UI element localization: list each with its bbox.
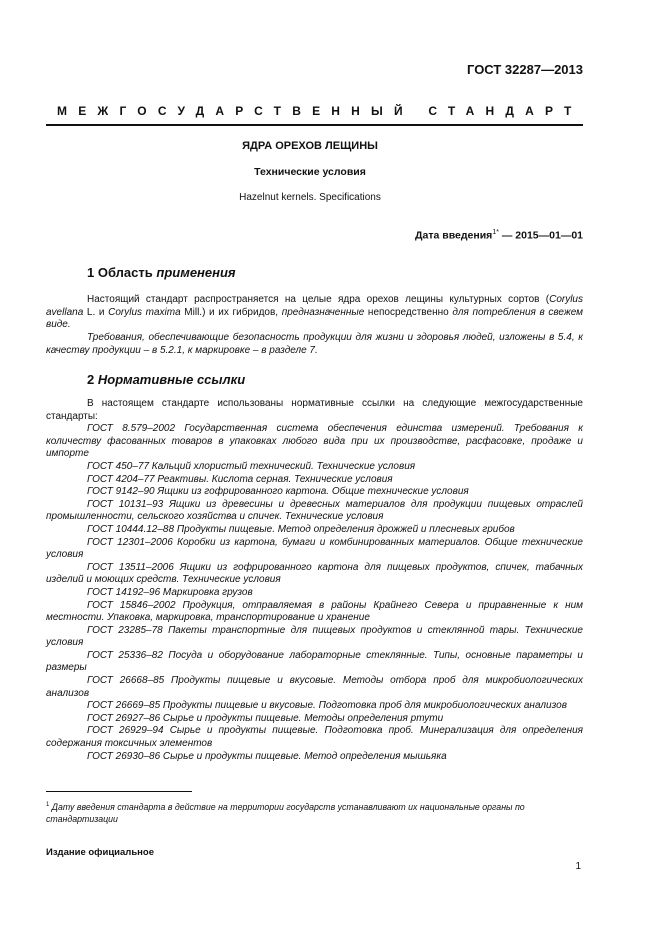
reference-item <box>46 423 583 461</box>
reference-text: ГОСТ 8.579–2002 Государственная система обеспечения единства измерений. Требования к количеству фасованных товаров в упаковках любого вида при их производстве, расфасовке, продаже и импорте <box>46 423 583 460</box>
reference-item <box>46 486 583 499</box>
footnote-mark: 1* <box>492 229 499 236</box>
reference-text: ГОСТ 450–77 Кальций хлористый технический. Технические условия <box>87 460 416 472</box>
section-2-heading <box>87 372 245 387</box>
reference-text: ГОСТ 13511–2006 Ящики из гофрированного картона для пищевых продуктов, спичек, табачных изделий и моющих средств. Технические условия <box>46 561 583 586</box>
reference-item <box>46 562 583 587</box>
reference-text: ГОСТ 10444.12–88 Продукты пищевые. Метод определения дрожжей и плесневых грибов <box>87 523 515 535</box>
reference-item <box>46 499 583 524</box>
p1-text-f: предназначенные <box>281 306 365 318</box>
reference-item <box>46 675 583 700</box>
section-2-title: Нормативные ссылки <box>97 372 246 387</box>
interstate-standard-heading: МЕЖГОСУДАРСТВЕННЫЙ СТАНДАРТ <box>57 104 583 118</box>
reference-item <box>46 461 583 474</box>
header-rule <box>46 124 583 126</box>
reference-text: ГОСТ 14192–96 Маркировка грузов <box>87 586 253 598</box>
section-1-paragraph-2 <box>46 332 583 357</box>
gost-number: ГОСТ 32287—2013 <box>467 62 583 77</box>
footnote-number: 1 <box>46 802 50 808</box>
introduction-date <box>415 229 583 242</box>
document-subtitle: Технические условия <box>254 166 366 178</box>
introduction-date-value: — 2015—01—01 <box>501 229 583 242</box>
section-1-heading <box>87 265 236 280</box>
references-intro-text: В настоящем стандарте использованы нормативные ссылки на следующие межгосударственные стандарты: <box>46 398 583 422</box>
reference-text: ГОСТ 12301–2006 Коробки из картона, бумаги и комбинированных материалов. Общие технические условия <box>46 536 583 561</box>
reference-item <box>46 625 583 650</box>
reference-item <box>46 751 583 764</box>
p1-text-g: непосредственно <box>364 306 453 318</box>
footnote <box>46 799 583 825</box>
reference-text: ГОСТ 26929–94 Сырье и продукты пищевые. Подготовка проб. Минерализация для определения содержания токсичных элементов <box>46 725 583 750</box>
reference-item <box>46 474 583 487</box>
p1-text-a: Настоящий стандарт распространяется на целые ядра орехов лещины культурных сортов ( <box>87 294 550 305</box>
section-1-title: применения <box>156 265 236 280</box>
footnote-rule <box>46 791 192 792</box>
p1-species-1: Corylus avellana <box>46 294 583 318</box>
reference-text: ГОСТ 26668–85 Продукты пищевые и вкусовые. Методы отбора проб для микробиологических анализов <box>46 675 583 699</box>
reference-item <box>46 700 583 713</box>
reference-text: ГОСТ 4204–77 Реактивы. Кислота серная. Технические условия <box>87 473 393 485</box>
section-1-paragraph-1 <box>46 294 583 332</box>
section-2-number: 2 <box>87 372 95 387</box>
reference-text: ГОСТ 26669–85 Продукты пищевые и вкусовые. Подготовка проб для микробиологических анализов <box>87 700 567 712</box>
footnote-text: Дату введения стандарта в действие на территории государств устанавливают их национальные органы по стандартизации <box>46 801 525 824</box>
reference-text: ГОСТ 25336–82 Посуда и оборудование лабораторные стеклянные. Типы, основные параметры и размеры <box>46 649 583 674</box>
reference-item <box>46 600 583 625</box>
reference-item <box>46 713 583 726</box>
normative-references <box>46 398 583 763</box>
official-edition-label: Издание официальное <box>46 847 154 858</box>
p1-text-h: для потребления в свежем виде. <box>46 306 584 331</box>
reference-item <box>46 524 583 537</box>
p1-text-e: Mill.) и их гибридов, <box>180 306 282 318</box>
section-1-number: 1 Область <box>87 265 153 280</box>
reference-item <box>46 587 583 600</box>
introduction-date-label: Дата введения <box>415 229 493 242</box>
reference-text: ГОСТ 15846–2002 Продукция, отправляемая в районы Крайнего Севера и приравненные к ним местности. Упаковка, маркировка, транспортирование и хранение <box>46 599 583 624</box>
reference-text: ГОСТ 9142–90 Ящики из гофрированного картона. Общие технические условия <box>87 486 469 498</box>
p2-text: Требования, обеспечивающие безопасность продукции для жизни и здоровья людей, изложены в 5.4, к качеству продукции – в 5.2.1, к маркировке – в разделе 7. <box>46 332 583 356</box>
p1-species-2: Corylus maxima <box>108 306 181 318</box>
reference-text: ГОСТ 26930–86 Сырье и продукты пищевые. Метод определения мышьяка <box>87 750 447 762</box>
reference-text: ГОСТ 26927–86 Сырье и продукты пищевые. Методы определения ртути <box>87 712 444 724</box>
p1-text-c: L. и <box>83 306 109 318</box>
reference-item <box>46 537 583 562</box>
document-title-english: Hazelnut kernels. Specifications <box>239 192 381 203</box>
references-intro <box>46 398 583 423</box>
document-title: ЯДРА ОРЕХОВ ЛЕЩИНЫ <box>242 140 378 152</box>
reference-text: ГОСТ 23285–78 Пакеты транспортные для пищевых продуктов и стеклянной тары. Технические условия <box>46 624 583 649</box>
reference-item <box>46 650 583 675</box>
page-number: 1 <box>575 861 581 872</box>
reference-item <box>46 725 583 750</box>
reference-text: ГОСТ 10131–93 Ящики из древесины и древесных материалов для продукции пищевых отраслей промышленности, сельского хозяйства и спичек. Технические условия <box>46 498 583 523</box>
